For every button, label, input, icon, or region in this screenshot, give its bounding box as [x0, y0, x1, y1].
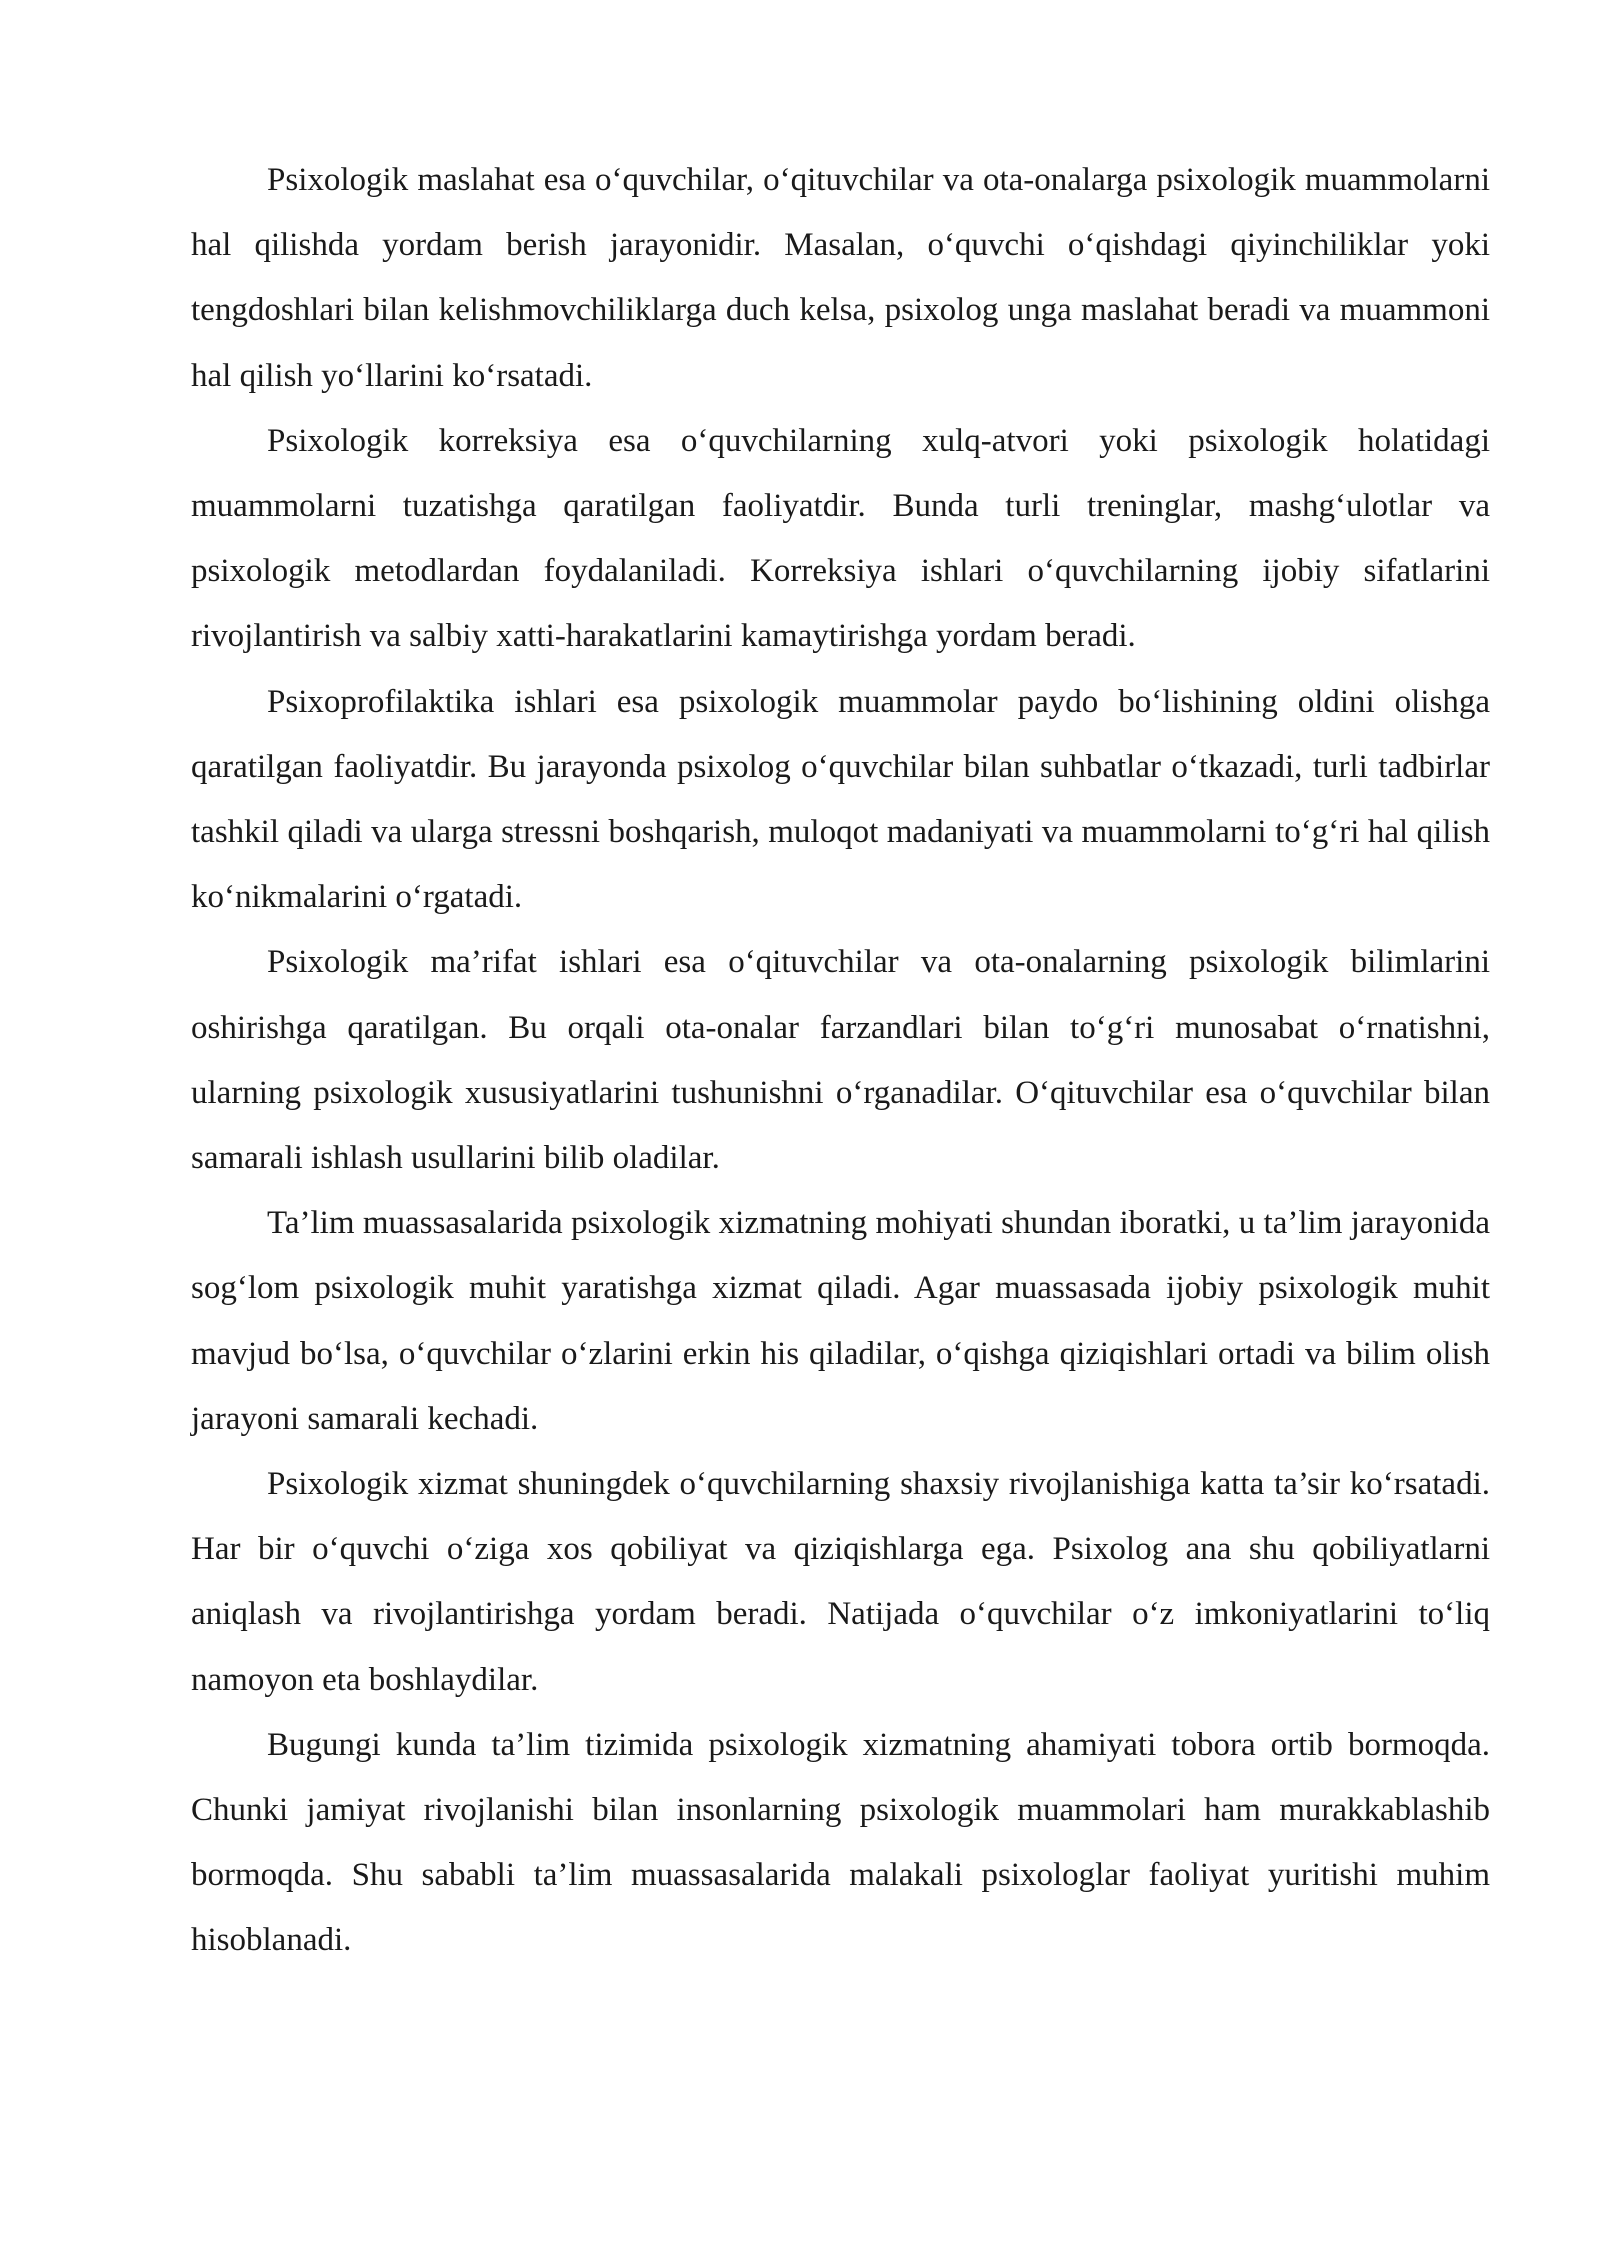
paragraph-psixologik-maslahat: Psixologik maslahat esa o‘quvchilar, o‘qituvchilar va ota-onalarga psixologik muammolarni hal qilishda yordam berish jarayonidir. Masalan, o‘quvchi o‘qishdagi qiyinchiliklar yoki tengdoshlari bilan kelishmovchiliklarga duch kelsa, psixolog unga maslahat beradi va muammoni hal qilish yo‘llarini ko‘rsatadi. [191, 162, 1490, 394]
paragraph-psixologik-korreksiya: Psixologik korreksiya esa o‘quvchilarning xulq-atvori yoki psixologik holatidagi muammolarni tuzatishga qaratilgan faoliyatdir. Bunda turli treninglar, mashg‘ulotlar va psixologik metodlardan foydalaniladi. Korreksiya ishlari o‘quvchilarning ijobiy sifatlarini rivojlantirish va salbiy xatti-harakatlarini kamaytirishga yordam beradi. [191, 422, 1490, 655]
paragraph-bugungi-ahamiyat: Bugungi kunda ta’lim tizimida psixologik xizmatning ahamiyati tobora ortib bormoqda. Chunki jamiyat rivojlanishi bilan insonlarning psixologik muammolari ham murakkablashib bormoqda. Shu sababli ta’lim muassasalarida malakali psixologlar faoliyat yuritishi muhim hisoblanadi. [191, 1726, 1490, 1959]
paragraph-psixoprofilaktika: Psixoprofilaktika ishlari esa psixologik muammolar paydo bo‘lishining oldini olishga qaratilgan faoliyatdir. Bu jarayonda psixolog o‘quvchilar bilan suhbatlar o‘tkazadi, turli tadbirlar tashkil qiladi va ularga stressni boshqarish, muloqot madaniyati va muammolarni to‘g‘ri hal qilish ko‘nikmalarini o‘rgatadi. [191, 683, 1490, 916]
paragraph-shaxsiy-rivojlanish: Psixologik xizmat shuningdek o‘quvchilarning shaxsiy rivojlanishiga katta ta’sir ko‘rsatadi. Har bir o‘quvchi o‘ziga xos qobiliyat va qiziqishlarga ega. Psixolog ana shu qobiliyatlarni aniqlash va rivojlantirishga yordam beradi. Natijada o‘quvchilar o‘z imkoniyatlarini to‘liq namoyon eta boshlaydilar. [191, 1466, 1490, 1698]
document-body [191, 148, 1490, 1974]
paragraph-xizmat-mohiyati: Ta’lim muassasalarida psixologik xizmatning mohiyati shundan iboratki, u ta’lim jarayonida sog‘lom psixologik muhit yaratishga xizmat qiladi. Agar muassasada ijobiy psixologik muhit mavjud bo‘lsa, o‘quvchilar o‘zlarini erkin his qiladilar, o‘qishga qiziqishlari ortadi va bilim olish jarayoni samarali kechadi. [191, 1205, 1490, 1437]
paragraph-psixologik-marifat: Psixologik ma’rifat ishlari esa o‘qituvchilar va ota-onalarning psixologik bilimlarini oshirishga qaratilgan. Bu orqali ota-onalar farzandlari bilan to‘g‘ri munosabat o‘rnatishni, ularning psixologik xususiyatlarini tushunishni o‘rganadilar. O‘qituvchilar esa o‘quvchilar bilan samarali ishlash usullarini bilib oladilar. [191, 944, 1490, 1177]
